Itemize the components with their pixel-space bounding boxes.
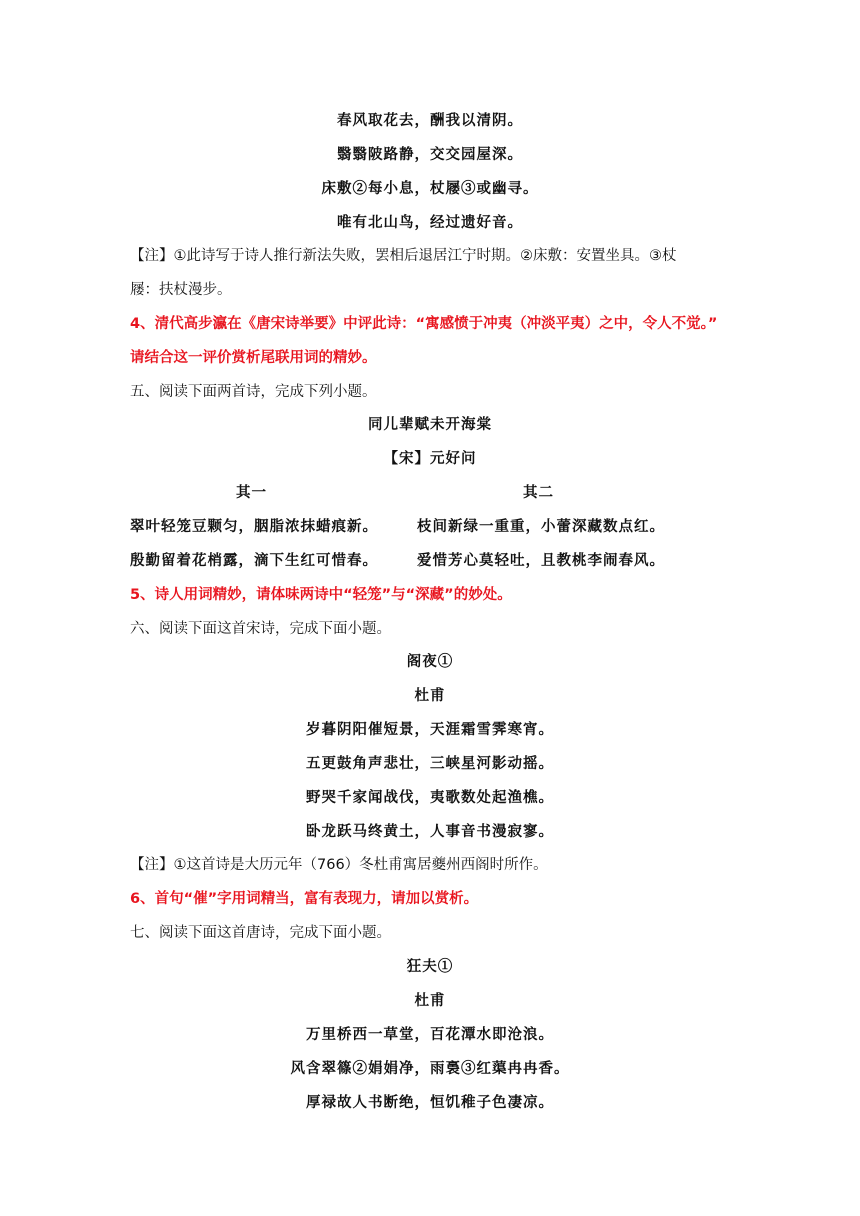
poem3-line-1: 岁暮阴阳催短景，天涯霜雪霁寒宵。 [306,721,554,738]
poem3-line-3: 野哭千家闻战伐，夷歌数处起渔樵。 [306,789,554,806]
question-4-line-2: 请结合这一评价赏析尾联用词的精妙。 [130,350,377,366]
poem1-line-2: 翳翳陂路静，交交园屋深。 [337,146,523,163]
poem3-author: 杜甫 [414,687,446,704]
question-6: 6、首句“催”字用词精当，富有表现力，请加以赏析。 [130,891,479,907]
section-5-heading: 五、阅读下面两首诗，完成下列小题。 [130,384,377,400]
note1-line-1: 【注】①此诗写于诗人推行新法失败，罢相后退居江宁时期。②床敷：安置坐具。③杖 [130,248,677,264]
poem4-line-1: 万里桥西一草堂，百花潭水即沧浪。 [306,1026,554,1043]
note3: 【注】①这首诗是大历元年（766）冬杜甫寓居夔州西阁时所作。 [130,857,548,873]
poem1-line-1: 春风取花去，酬我以清阴。 [337,112,523,129]
poem3-line-2: 五更鼓角声悲壮，三峡星河影动摇。 [306,755,554,772]
poem2-col2-line-1: 枝间新绿一重重，小蕾深藏数点红。 [417,518,665,535]
poem3-title: 阁夜① [406,653,454,670]
poem4-author: 杜甫 [414,992,446,1009]
note1-line-2: 屦：扶杖漫步。 [130,282,232,298]
poem2-col2-line-2: 爱惜芳心莫轻吐，且教桃李闹春风。 [417,552,665,569]
question-4-line-1: 4、清代高步瀛在《唐宋诗举要》中评此诗：“寓感愤于冲夷（冲淡平夷）之中，令人不觉。” [130,316,718,332]
poem1-line-4: 唯有北山鸟，经过遗好音。 [337,214,523,231]
section-7-heading: 七、阅读下面这首唐诗，完成下面小题。 [130,925,391,941]
poem4-title: 狂夫① [406,958,454,975]
poem2-author: 【宋】元好问 [383,450,477,467]
poem2-title: 同儿辈赋未开海棠 [368,416,492,433]
poem2-col2-heading: 其二 [523,484,554,501]
section-6-heading: 六、阅读下面这首宋诗，完成下面小题。 [130,621,391,637]
poem2-col1-line-1: 翠叶轻笼豆颗匀，胭脂浓抹蜡痕新。 [130,518,378,535]
poem2-col1-heading: 其一 [236,484,267,501]
poem1-line-3: 床敷②每小息，杖屦③或幽寻。 [321,180,539,197]
poem4-line-3: 厚禄故人书断绝，恒饥稚子色凄凉。 [306,1094,554,1111]
poem3-line-4: 卧龙跃马终黄土，人事音书漫寂寥。 [306,823,554,840]
question-5: 5、诗人用词精妙，请体味两诗中“轻笼”与“深藏”的妙处。 [130,587,512,603]
poem2-col1-line-2: 殷勤留着花梢露，滴下生红可惜春。 [130,552,378,569]
poem4-line-2: 风含翠篠②娟娟净，雨裛③红蕖冉冉香。 [290,1060,570,1077]
